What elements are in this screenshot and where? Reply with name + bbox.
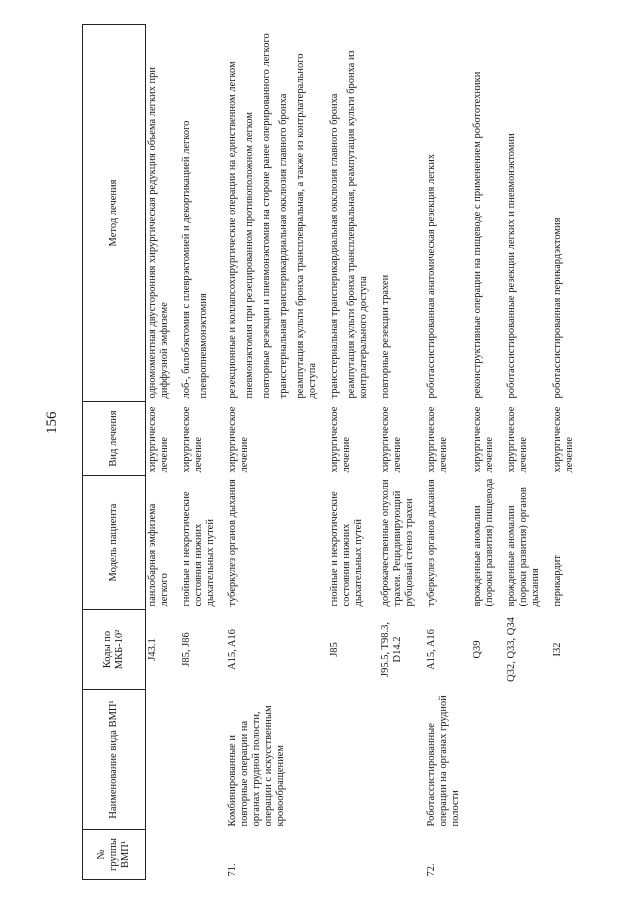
table-body [146, 25, 578, 880]
cell-treatment-methods [471, 25, 497, 402]
row-spacer [172, 25, 180, 880]
cell-treatment-type: хирургическое лечение [426, 406, 449, 473]
treatment-method-item: реконструктивные операции на пищеводе с применением робототехники [472, 71, 483, 399]
cell-treatment-type: хирургическое лечение [506, 406, 529, 473]
table-row [328, 25, 371, 880]
cell-treatment-type: хирургическое лечение [147, 406, 170, 473]
cell-vmp-name [551, 690, 577, 830]
cell-treatment-type: хирургическое лечение [472, 406, 495, 473]
cell-group-number: 72. [426, 863, 437, 877]
cell-patient-model: перикардит [552, 555, 563, 607]
cell-patient-model: гнойные и некротические состояния нижних дыхательных путей [181, 491, 216, 607]
cell-patient-model: гнойные и некротические состояния нижних дыхательных путей [329, 491, 364, 607]
cell-icd-codes: J43.1 [147, 638, 158, 661]
treatment-method-item: трансстернальная трансперикардиальная окклюзия главного бронха [329, 93, 340, 399]
treatment-method-item: роботассистированная перикардэктомия [552, 217, 563, 399]
table-row [505, 25, 543, 880]
cell-group-number [180, 830, 218, 880]
cell-group-number [146, 830, 173, 880]
table-header-row [83, 25, 146, 880]
cell-vmp-name [328, 690, 371, 830]
cell-vmp-name [471, 690, 497, 830]
header-icd-codes: Коды по МКБ-10² [83, 610, 146, 690]
cell-patient-model: врожденные аномалии (пороки развития) органов дыхания [506, 487, 541, 607]
treatment-method-item: роботассистированные резекции легких и пневмонэктомии [506, 133, 517, 399]
cell-icd-codes: Q39 [472, 640, 483, 659]
cell-icd-codes: A15, A16 [227, 629, 238, 670]
cell-vmp-name [379, 690, 417, 830]
cell-group-number [328, 830, 371, 880]
cell-patient-model: панлобарная эмфизема легкого [147, 503, 170, 607]
cell-vmp-name: Роботассистированные операции на органах грудной полости [426, 695, 461, 827]
row-spacer [497, 25, 505, 880]
cell-treatment-methods [505, 25, 543, 402]
header-treatment-type: Вид лечения [83, 402, 146, 476]
treatment-method-item: резекционные и коллапсохирургические операции на единственном легком [227, 61, 238, 399]
table-row [180, 25, 218, 880]
cell-treatment-methods [146, 25, 173, 402]
cell-vmp-name: Комбинированные и повторные операции на органах грудной полости, операции с искусственным кровообращением [227, 705, 286, 827]
cell-treatment-methods [551, 25, 577, 402]
cell-patient-model: туберкулез органов дыхания [426, 479, 437, 607]
cell-icd-codes: J85, J86 [181, 632, 192, 667]
cell-treatment-type: хирургическое лечение [380, 406, 403, 473]
treatment-method-item: плевропневмонэктомия [198, 293, 209, 399]
page-number: 156 [44, 411, 60, 434]
cell-group-number [471, 830, 497, 880]
header-patient-model: Модель пациента [83, 476, 146, 610]
treatment-method-item: роботассистированная анатомическая резекция легких [426, 153, 437, 399]
treatment-method-item: пневмонэктомия при резецированном противоположном легком [244, 111, 255, 399]
cell-treatment-type: хирургическое лечение [181, 406, 204, 473]
table-row [146, 25, 173, 880]
cell-group-number [505, 830, 543, 880]
cell-group-number [551, 830, 577, 880]
cell-treatment-methods [328, 25, 371, 402]
cell-icd-codes: J85 [329, 642, 340, 657]
vmp-table [82, 24, 577, 880]
treatment-method-item: повторные резекции и пневмонэктомия на стороне ранее оперированного легкого [261, 33, 272, 399]
table-row [551, 25, 577, 880]
table-row [425, 25, 463, 880]
header-group-number: № группы ВМП¹ [83, 830, 146, 880]
row-spacer [371, 25, 379, 880]
cell-treatment-type: хирургическое лечение [552, 406, 575, 473]
row-spacer [463, 25, 471, 880]
table-row [471, 25, 497, 880]
cell-group-number [379, 830, 417, 880]
cell-patient-model: врожденные аномалии (пороки развития) пищевода [472, 478, 495, 607]
cell-treatment-methods [226, 25, 320, 402]
cell-group-number: 71. [227, 863, 238, 877]
cell-treatment-type: хирургическое лечение [227, 406, 250, 473]
cell-patient-model: туберкулез органов дыхания [227, 479, 238, 607]
row-spacer [218, 25, 226, 880]
cell-icd-codes: J95.5, T98.3, D14.2 [380, 622, 403, 677]
cell-treatment-methods [425, 25, 463, 402]
treatment-method-item: лоб-, билобэктомия с плеврэктомией и декортикацией легкого [181, 120, 192, 399]
table-row [379, 25, 417, 880]
cell-icd-codes: A15, A16 [426, 629, 437, 670]
rotated-table-sheet [82, 25, 604, 880]
cell-vmp-name [505, 690, 543, 830]
cell-icd-codes: Q32, Q33, Q34 [506, 617, 517, 682]
cell-vmp-name [146, 690, 173, 830]
row-spacer [543, 25, 551, 880]
cell-patient-model: доброкачественные опухоли трахеи. Рецидивирующий рубцовый стеноз трахеи [380, 479, 415, 607]
row-spacer [417, 25, 425, 880]
treatment-method-item: одномоментная двусторонняя хирургическая редукция объема легких при диффузной эмфиземе [147, 66, 170, 399]
header-vmp-name: Наименование вида ВМП¹ [83, 690, 146, 830]
treatment-method-item: трансстернальная трансперикардиальная окклюзия главного бронха [278, 93, 289, 399]
table-row [226, 25, 320, 880]
cell-icd-codes: I32 [552, 642, 563, 657]
cell-treatment-methods [180, 25, 218, 402]
cell-vmp-name [180, 690, 218, 830]
cell-treatment-methods [379, 25, 417, 402]
treatment-method-item: реампутация культи бронха трансплевральная, реампутация культи бронха из контрлатерального доступа [346, 50, 369, 399]
row-spacer [320, 25, 328, 880]
treatment-method-item: реампутация культи бронха трансплевральная, а также из контрлатерального доступа [295, 53, 318, 399]
header-treatment-method: Метод лечения [83, 25, 146, 402]
cell-treatment-type: хирургическое лечение [329, 406, 352, 473]
treatment-method-item: повторные резекции трахеи [380, 274, 391, 399]
